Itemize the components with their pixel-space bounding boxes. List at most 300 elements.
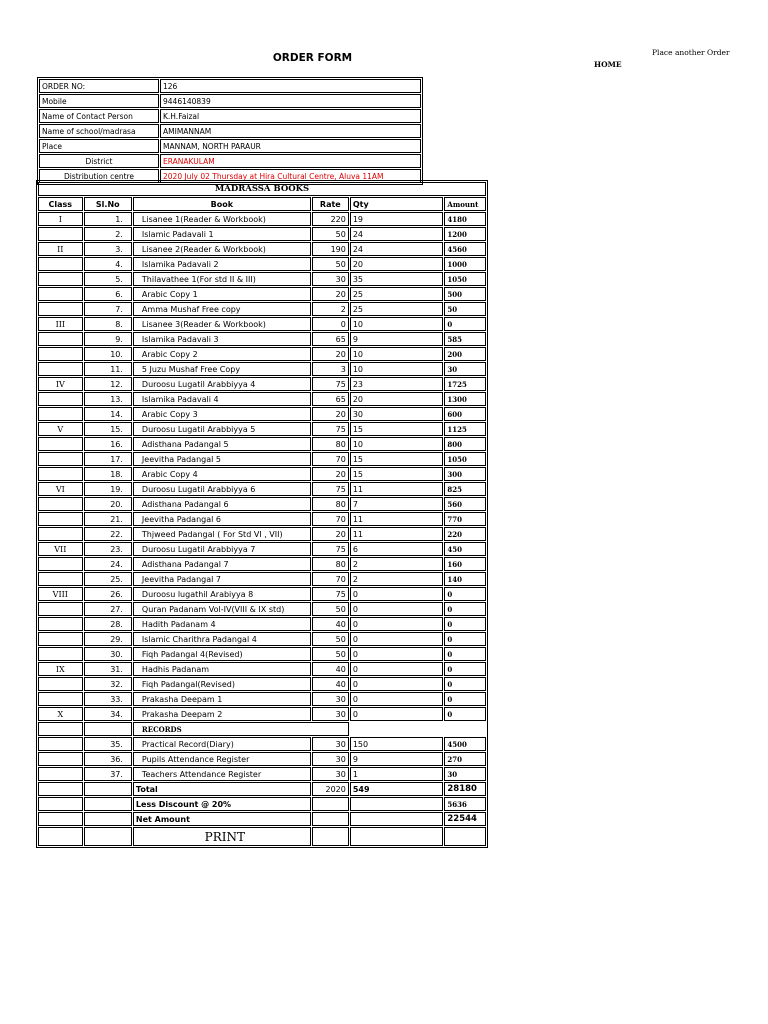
table-row	[38, 602, 486, 616]
amount-cell: 450	[444, 542, 486, 556]
total-qty: 549	[350, 782, 444, 796]
total-amount: 28180	[444, 782, 486, 796]
book-cell: Duroosu Lugatil Arabbiyya 5	[133, 422, 311, 436]
info-value: K.H.Faizal	[160, 109, 421, 123]
book-cell: Arabic Copy 1	[133, 287, 311, 301]
rate-cell: 75	[312, 542, 349, 556]
qty-cell[interactable]: 10	[350, 317, 444, 331]
class-cell	[38, 362, 83, 376]
rate-cell: 30	[312, 272, 349, 286]
print-row	[38, 827, 486, 846]
book-cell: Islamic Padavali 1	[133, 227, 311, 241]
table-row	[38, 212, 486, 226]
slno-cell: 17.	[84, 452, 132, 466]
book-cell: Arabic Copy 4	[133, 467, 311, 481]
slno-cell: 11.	[84, 362, 132, 376]
slno-cell: 27.	[84, 602, 132, 616]
rate-cell: 40	[312, 617, 349, 631]
rate-cell: 20	[312, 407, 349, 421]
class-cell	[38, 617, 83, 631]
table-row	[38, 737, 486, 751]
class-cell	[38, 647, 83, 661]
table-row	[38, 332, 486, 346]
qty-cell[interactable]: 10	[350, 362, 444, 376]
slno-cell: 4.	[84, 257, 132, 271]
table-row	[38, 587, 486, 601]
qty-cell[interactable]: 0	[350, 707, 444, 721]
table-row	[38, 482, 486, 496]
slno-cell: 15.	[84, 422, 132, 436]
slno-cell: 33.	[84, 692, 132, 706]
qty-cell[interactable]: 0	[350, 677, 444, 691]
rate-cell: 50	[312, 227, 349, 241]
table-row	[38, 692, 486, 706]
table-row	[38, 617, 486, 631]
table-row	[38, 392, 486, 406]
qty-cell[interactable]: 11	[350, 482, 444, 496]
amount-cell: 560	[444, 497, 486, 511]
net-amount-row	[38, 812, 486, 826]
amount-cell: 1200	[444, 227, 486, 241]
slno-cell: 5.	[84, 272, 132, 286]
class-cell	[38, 602, 83, 616]
book-cell: Lisanee 1(Reader & Workbook)	[133, 212, 311, 226]
slno-cell: 12.	[84, 377, 132, 391]
rate-cell: 70	[312, 512, 349, 526]
info-value: MANNAM, NORTH PARAUR	[160, 139, 421, 153]
amount-cell: 1300	[444, 392, 486, 406]
class-cell	[38, 692, 83, 706]
qty-cell[interactable]: 0	[350, 662, 444, 676]
class-cell	[38, 557, 83, 571]
book-cell: Lisanee 2(Reader & Workbook)	[133, 242, 311, 256]
page-title: ORDER FORM	[272, 52, 353, 64]
amount-cell: 30	[444, 767, 486, 781]
rate-cell: 80	[312, 497, 349, 511]
rate-cell: 3	[312, 362, 349, 376]
table-row	[38, 767, 486, 781]
table-row	[38, 377, 486, 391]
amount-cell: 50	[444, 302, 486, 316]
amount-cell: 0	[444, 602, 486, 616]
amount-cell: 0	[444, 617, 486, 631]
order-info-table	[37, 77, 423, 185]
info-label: Distribution centre	[39, 169, 159, 183]
madrassa-books-table	[36, 180, 488, 848]
table-row	[38, 707, 486, 721]
slno-cell: 22.	[84, 527, 132, 541]
table-row	[38, 407, 486, 421]
qty-cell[interactable]: 23	[350, 377, 444, 391]
rate-cell: 75	[312, 587, 349, 601]
table-row	[38, 557, 486, 571]
slno-cell: 35.	[84, 737, 132, 751]
book-cell: Jeevitha Padangal 5	[133, 452, 311, 466]
total-row	[38, 782, 486, 796]
class-cell	[38, 572, 83, 586]
class-cell	[38, 752, 83, 766]
class-cell	[38, 272, 83, 286]
slno-cell: 31.	[84, 662, 132, 676]
book-cell: Fiqh Padangal 4(Revised)	[133, 647, 311, 661]
slno-cell: 20.	[84, 497, 132, 511]
qty-cell[interactable]: 10	[350, 437, 444, 451]
rate-cell: 75	[312, 422, 349, 436]
info-row	[39, 124, 421, 138]
slno-cell: 6.	[84, 287, 132, 301]
class-cell: VIII	[38, 587, 83, 601]
column-header-class: Class	[38, 197, 83, 211]
book-cell: Duroosu Lugatil Arabbiyya 4	[133, 377, 311, 391]
amount-cell: 600	[444, 407, 486, 421]
info-row	[39, 154, 421, 168]
table-row	[38, 542, 486, 556]
class-cell	[38, 467, 83, 481]
book-cell: 5 Juzu Mushaf Free Copy	[133, 362, 311, 376]
amount-cell: 585	[444, 332, 486, 346]
slno-cell: 10.	[84, 347, 132, 361]
amount-cell: 1050	[444, 272, 486, 286]
amount-cell: 0	[444, 707, 486, 721]
book-cell: Hadhis Padanam	[133, 662, 311, 676]
rate-cell: 0	[312, 317, 349, 331]
rate-cell: 40	[312, 662, 349, 676]
column-header-book: Book	[133, 197, 311, 211]
qty-cell[interactable]: 10	[350, 347, 444, 361]
amount-cell: 1000	[444, 257, 486, 271]
class-cell	[38, 227, 83, 241]
amount-cell: 4500	[444, 737, 486, 751]
qty-cell[interactable]: 20	[350, 257, 444, 271]
table-row	[38, 662, 486, 676]
class-cell	[38, 527, 83, 541]
qty-cell[interactable]: 24	[350, 242, 444, 256]
rate-cell: 75	[312, 482, 349, 496]
class-cell	[38, 512, 83, 526]
rate-cell: 50	[312, 632, 349, 646]
info-label: Name of school/madrasa	[39, 124, 159, 138]
qty-cell[interactable]: 6	[350, 542, 444, 556]
slno-cell: 37.	[84, 767, 132, 781]
info-value: 126	[160, 79, 421, 93]
qty-cell[interactable]: 0	[350, 632, 444, 646]
slno-cell: 19.	[84, 482, 132, 496]
slno-cell: 16.	[84, 437, 132, 451]
book-cell: Duroosu Lugatil Arabbiyya 6	[133, 482, 311, 496]
table-row	[38, 752, 486, 766]
table-row	[38, 452, 486, 466]
home-link[interactable]: HOME	[594, 60, 622, 69]
info-value: 2020 July 02 Thursday at Hira Cultural Centre, Aluva 11AM	[160, 169, 421, 183]
table-row	[38, 512, 486, 526]
book-cell: Prakasha Deepam 2	[133, 707, 311, 721]
amount-cell: 1050	[444, 452, 486, 466]
total-label: Total	[133, 782, 311, 796]
slno-cell: 13.	[84, 392, 132, 406]
table-row	[38, 302, 486, 316]
qty-cell[interactable]: 11	[350, 512, 444, 526]
book-cell: Prakasha Deepam 1	[133, 692, 311, 706]
discount-row	[38, 797, 486, 811]
book-cell: Duroosu lugathil Arabiyya 8	[133, 587, 311, 601]
qty-cell[interactable]: 7	[350, 497, 444, 511]
net-amount-value: 22544	[444, 812, 486, 826]
amount-cell: 1725	[444, 377, 486, 391]
info-label: ORDER NO:	[39, 79, 159, 93]
table-heading: MADRASSA BOOKS	[38, 182, 486, 196]
table-row	[38, 632, 486, 646]
slno-cell: 14.	[84, 407, 132, 421]
rate-cell: 75	[312, 377, 349, 391]
slno-cell: 28.	[84, 617, 132, 631]
slno-cell: 7.	[84, 302, 132, 316]
slno-cell: 2.	[84, 227, 132, 241]
info-row	[39, 109, 421, 123]
class-cell: I	[38, 212, 83, 226]
rate-cell: 65	[312, 392, 349, 406]
book-cell: Jeevitha Padangal 6	[133, 512, 311, 526]
book-cell: Teachers Attendance Register	[133, 767, 311, 781]
book-cell: Adisthana Padangal 5	[133, 437, 311, 451]
slno-cell: 18.	[84, 467, 132, 481]
info-label: District	[39, 154, 159, 168]
table-row	[38, 467, 486, 481]
qty-cell[interactable]: 0	[350, 617, 444, 631]
amount-cell: 0	[444, 587, 486, 601]
amount-cell: 30	[444, 362, 486, 376]
amount-cell: 200	[444, 347, 486, 361]
info-label: Place	[39, 139, 159, 153]
book-cell: Arabic Copy 2	[133, 347, 311, 361]
class-cell: X	[38, 707, 83, 721]
qty-cell[interactable]: 15	[350, 452, 444, 466]
records-heading-row	[38, 722, 486, 736]
amount-cell: 500	[444, 287, 486, 301]
amount-cell: 160	[444, 557, 486, 571]
column-header-qty: Qty	[350, 197, 444, 211]
rate-cell: 30	[312, 707, 349, 721]
amount-cell: 0	[444, 677, 486, 691]
rate-cell: 30	[312, 692, 349, 706]
class-cell	[38, 737, 83, 751]
slno-cell: 34.	[84, 707, 132, 721]
table-row	[38, 362, 486, 376]
column-header-rate: Rate	[312, 197, 349, 211]
slno-cell: 9.	[84, 332, 132, 346]
info-row	[39, 79, 421, 93]
info-value: AMIMANNAM	[160, 124, 421, 138]
info-row	[39, 94, 421, 108]
table-row	[38, 257, 486, 271]
qty-cell[interactable]: 19	[350, 212, 444, 226]
rate-cell: 65	[312, 332, 349, 346]
class-cell	[38, 452, 83, 466]
slno-cell: 21.	[84, 512, 132, 526]
column-header-slno: Sl.No	[84, 197, 132, 211]
qty-cell[interactable]: 15	[350, 422, 444, 436]
slno-cell: 8.	[84, 317, 132, 331]
rate-cell: 50	[312, 602, 349, 616]
amount-cell: 300	[444, 467, 486, 481]
rate-cell: 30	[312, 767, 349, 781]
book-cell: Thilavathee 1(For std II & III)	[133, 272, 311, 286]
class-cell	[38, 392, 83, 406]
info-label: Name of Contact Person	[39, 109, 159, 123]
print-button[interactable]: PRINT	[133, 827, 311, 846]
slno-cell: 29.	[84, 632, 132, 646]
rate-cell: 50	[312, 257, 349, 271]
amount-cell: 0	[444, 662, 486, 676]
discount-amount: 5636	[444, 797, 486, 811]
amount-cell: 800	[444, 437, 486, 451]
class-cell: V	[38, 422, 83, 436]
class-cell	[38, 347, 83, 361]
place-another-order-link[interactable]: Place another Order	[652, 48, 730, 57]
slno-cell: 26.	[84, 587, 132, 601]
info-row	[39, 139, 421, 153]
rate-cell: 70	[312, 572, 349, 586]
book-cell: Jeevitha Padangal 7	[133, 572, 311, 586]
amount-cell: 220	[444, 527, 486, 541]
qty-cell[interactable]: 0	[350, 692, 444, 706]
info-value: ERANAKULAM	[160, 154, 421, 168]
rate-cell: 80	[312, 437, 349, 451]
slno-cell: 32.	[84, 677, 132, 691]
book-cell: Adisthana Padangal 7	[133, 557, 311, 571]
amount-cell: 770	[444, 512, 486, 526]
amount-cell: 270	[444, 752, 486, 766]
rate-cell: 30	[312, 752, 349, 766]
slno-cell: 30.	[84, 647, 132, 661]
book-cell: Fiqh Padangal(Revised)	[133, 677, 311, 691]
class-cell: II	[38, 242, 83, 256]
records-label: RECORDS	[133, 722, 349, 736]
rate-cell: 190	[312, 242, 349, 256]
table-row	[38, 287, 486, 301]
amount-cell: 0	[444, 317, 486, 331]
qty-cell[interactable]: 25	[350, 302, 444, 316]
table-row	[38, 422, 486, 436]
book-cell: Islamika Padavali 2	[133, 257, 311, 271]
table-row	[38, 272, 486, 286]
table-row	[38, 317, 486, 331]
table-row	[38, 347, 486, 361]
rate-cell: 70	[312, 452, 349, 466]
column-header-row	[38, 197, 486, 211]
rate-cell: 220	[312, 212, 349, 226]
class-cell	[38, 287, 83, 301]
rate-cell: 20	[312, 347, 349, 361]
qty-cell[interactable]: 1	[350, 767, 444, 781]
book-cell: Practical Record(Diary)	[133, 737, 311, 751]
amount-cell: 0	[444, 692, 486, 706]
qty-cell[interactable]: 2	[350, 557, 444, 571]
qty-cell[interactable]: 9	[350, 332, 444, 346]
book-cell: Adisthana Padangal 6	[133, 497, 311, 511]
column-header-amount: Amount	[444, 197, 486, 211]
table-row	[38, 242, 486, 256]
class-cell: III	[38, 317, 83, 331]
rate-cell: 30	[312, 737, 349, 751]
slno-cell: 1.	[84, 212, 132, 226]
rate-cell: 20	[312, 527, 349, 541]
qty-cell[interactable]: 0	[350, 587, 444, 601]
class-cell	[38, 302, 83, 316]
slno-cell: 25.	[84, 572, 132, 586]
qty-cell[interactable]: 150	[350, 737, 444, 751]
rate-cell: 80	[312, 557, 349, 571]
class-cell	[38, 767, 83, 781]
book-cell: Islamic Charithra Padangal 4	[133, 632, 311, 646]
table-row	[38, 677, 486, 691]
rate-cell: 40	[312, 677, 349, 691]
qty-cell[interactable]: 20	[350, 392, 444, 406]
class-cell	[38, 257, 83, 271]
class-cell: IV	[38, 377, 83, 391]
book-cell: Quran Padanam Vol-IV(VIII & IX std)	[133, 602, 311, 616]
amount-cell: 0	[444, 647, 486, 661]
class-cell: VI	[38, 482, 83, 496]
qty-cell[interactable]: 11	[350, 527, 444, 541]
qty-cell[interactable]: 35	[350, 272, 444, 286]
book-cell: Duroosu Lugatil Arabbiyya 7	[133, 542, 311, 556]
book-cell: Islamika Padavali 4	[133, 392, 311, 406]
book-cell: Arabic Copy 3	[133, 407, 311, 421]
qty-cell[interactable]: 2	[350, 572, 444, 586]
class-cell	[38, 332, 83, 346]
table-row	[38, 497, 486, 511]
class-cell: VII	[38, 542, 83, 556]
slno-cell: 24.	[84, 557, 132, 571]
rate-cell: 50	[312, 647, 349, 661]
info-label: Mobile	[39, 94, 159, 108]
class-cell	[38, 407, 83, 421]
qty-cell[interactable]: 25	[350, 287, 444, 301]
rate-cell: 2	[312, 302, 349, 316]
qty-cell[interactable]: 0	[350, 647, 444, 661]
book-cell: Thjweed Padangal ( For Std VI , VII)	[133, 527, 311, 541]
amount-cell: 0	[444, 632, 486, 646]
slno-cell: 23.	[84, 542, 132, 556]
amount-cell: 140	[444, 572, 486, 586]
info-value: 9446140839	[160, 94, 421, 108]
qty-cell[interactable]: 24	[350, 227, 444, 241]
total-rate: 2020	[312, 782, 349, 796]
class-cell	[38, 437, 83, 451]
class-cell	[38, 497, 83, 511]
net-amount-label: Net Amount	[133, 812, 311, 826]
qty-cell[interactable]: 30	[350, 407, 444, 421]
amount-cell: 4560	[444, 242, 486, 256]
table-heading-row	[38, 182, 486, 196]
qty-cell[interactable]: 15	[350, 467, 444, 481]
amount-cell: 825	[444, 482, 486, 496]
qty-cell[interactable]: 0	[350, 602, 444, 616]
book-cell: Pupils Attendance Register	[133, 752, 311, 766]
class-cell	[38, 677, 83, 691]
amount-cell: 4180	[444, 212, 486, 226]
book-cell: Hadith Padanam 4	[133, 617, 311, 631]
table-row	[38, 527, 486, 541]
book-cell: Amma Mushaf Free copy	[133, 302, 311, 316]
table-row	[38, 437, 486, 451]
qty-cell[interactable]: 9	[350, 752, 444, 766]
class-cell	[38, 632, 83, 646]
slno-cell: 36.	[84, 752, 132, 766]
amount-cell: 1125	[444, 422, 486, 436]
book-cell: Lisanee 3(Reader & Workbook)	[133, 317, 311, 331]
rate-cell: 20	[312, 467, 349, 481]
